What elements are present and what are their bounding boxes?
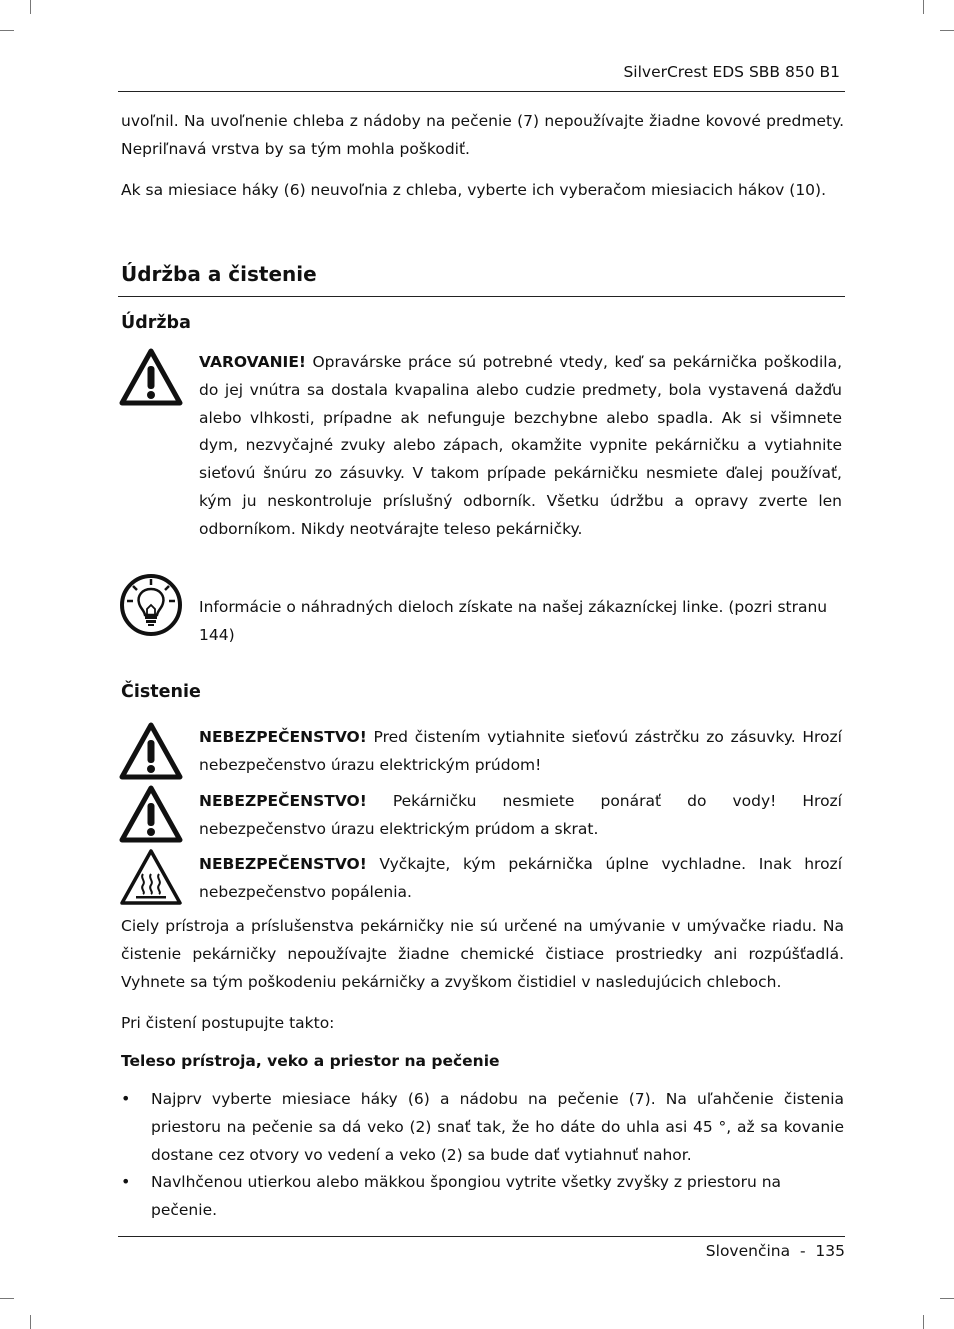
crop-mark [0,1298,14,1299]
crop-mark [923,0,924,14]
bullet-marker: • [121,1172,131,1191]
warning-triangle-icon [119,348,183,406]
danger-label: NEBEZPEČENSTVO! [199,728,367,746]
cleaning-subtitle: Teleso prístroja, veko a priestor na pečenie [121,1052,500,1070]
warning-text: Opravárske práce sú potrebné vtedy, keď sa pekárnička poškodila, do jej vnútra sa dostala kvapalina alebo cudzie predmety, bola vystavená dažďu alebo vlhkosti, prípadne ak nefunguje bezchybne alebo spadla. Ak si všimnete dym, nezvyčajné zvuky alebo zápach, okamžite vypnite pekárničku a vytiahnite sieťovú šnúru zo zásuvky. V takom prípade pekárničku nesmiete ďalej používať, kým ju neskontroluje príslušný odborník. Všetku údržbu a opravy zverte len odborníkom. Nikdy neotvárajte teleso pekárničky. [199,353,842,538]
cleaning-paragraph: Ciely prístroja a príslušenstva pekárničky nie sú určené na umývanie v umývačke riadu. Na čistenie pekárničky nepoužívajte žiadne chemické čistiace prostriedky ani rozpúšťadlá. Vyhnete sa tým poškodeniu pekárničky a zvyškom čistidiel v nasledujúcich chleboch. [121,917,844,991]
lightbulb-icon [119,573,183,637]
cleaning-heading: Čistenie [121,682,201,702]
crop-mark [0,30,14,31]
warning-label: VAROVANIE! [199,353,306,371]
bullet-marker: • [121,1089,131,1108]
section-title: Údržba a čistenie [121,262,317,286]
danger-label: NEBEZPEČENSTVO! [199,792,367,810]
header-title: SilverCrest EDS SBB 850 B1 [623,63,840,81]
danger-text: Pred čistením vytiahnite sieťovú zástrčku zo zásuvky. Hrozí nebezpečenstvo úrazu elektrickým prúdom! [199,728,842,774]
warning-triangle-icon [119,785,183,843]
list-item: Najprv vyberte miesiace háky (6) a nádobu na pečenie (7). Na uľahčenie čistenia priestoru na pečenie sa dá veko (2) snať tak, že ho dáte do uhla asi 45 °, až sa kovanie dostane cez otvory vo vedení a veko (2) sa bude dať vytiahnuť nahor. [151,1090,844,1164]
danger-paragraph [199,724,842,780]
danger-paragraph [199,851,842,907]
crop-mark [30,1315,31,1329]
list-item: Navlhčenou utierkou alebo mäkkou špongiou vytrite všetky zvyšky z priestoru na pečenie. [151,1173,782,1219]
footer-rule [118,1236,845,1237]
info-paragraph: Informácie o náhradných dieloch získate na našej zákazníckej linke. (pozri stranu 144) [199,598,828,644]
cleaning-paragraph: Pri čistení postupujte takto: [121,1014,335,1032]
maintenance-heading: Údržba [121,313,191,333]
intro-paragraph: uvoľnil. Na uvoľnenie chleba z nádoby na pečenie (7) nepoužívajte žiadne kovové predmety. Nepriľnavá vrstva by sa tým mohla poškodiť. [121,112,844,158]
intro-paragraph: Ak sa miesiace háky (6) neuvoľnia z chleba, vyberte ich vyberačom miesiacich hákov (10). [121,181,827,199]
danger-text: Pekárničku nesmiete ponárať do vody! Hrozí nebezpečenstvo úrazu elektrickým prúdom a skrat. [199,792,842,838]
crop-mark [940,30,954,31]
danger-label: NEBEZPEČENSTVO! [199,855,367,873]
warning-paragraph [199,349,842,544]
hot-surface-icon [119,848,183,906]
section-rule [118,296,845,297]
danger-paragraph [199,788,842,844]
warning-triangle-icon [119,722,183,780]
crop-mark [940,1298,954,1299]
crop-mark [923,1315,924,1329]
footer-page-info: Slovenčina - 135 [705,1242,845,1260]
header-rule [118,91,845,92]
crop-mark [30,0,31,14]
danger-text: Vyčkajte, kým pekárnička úplne vychladne. Inak hrozí nebezpečenstvo popálenia. [199,855,842,901]
